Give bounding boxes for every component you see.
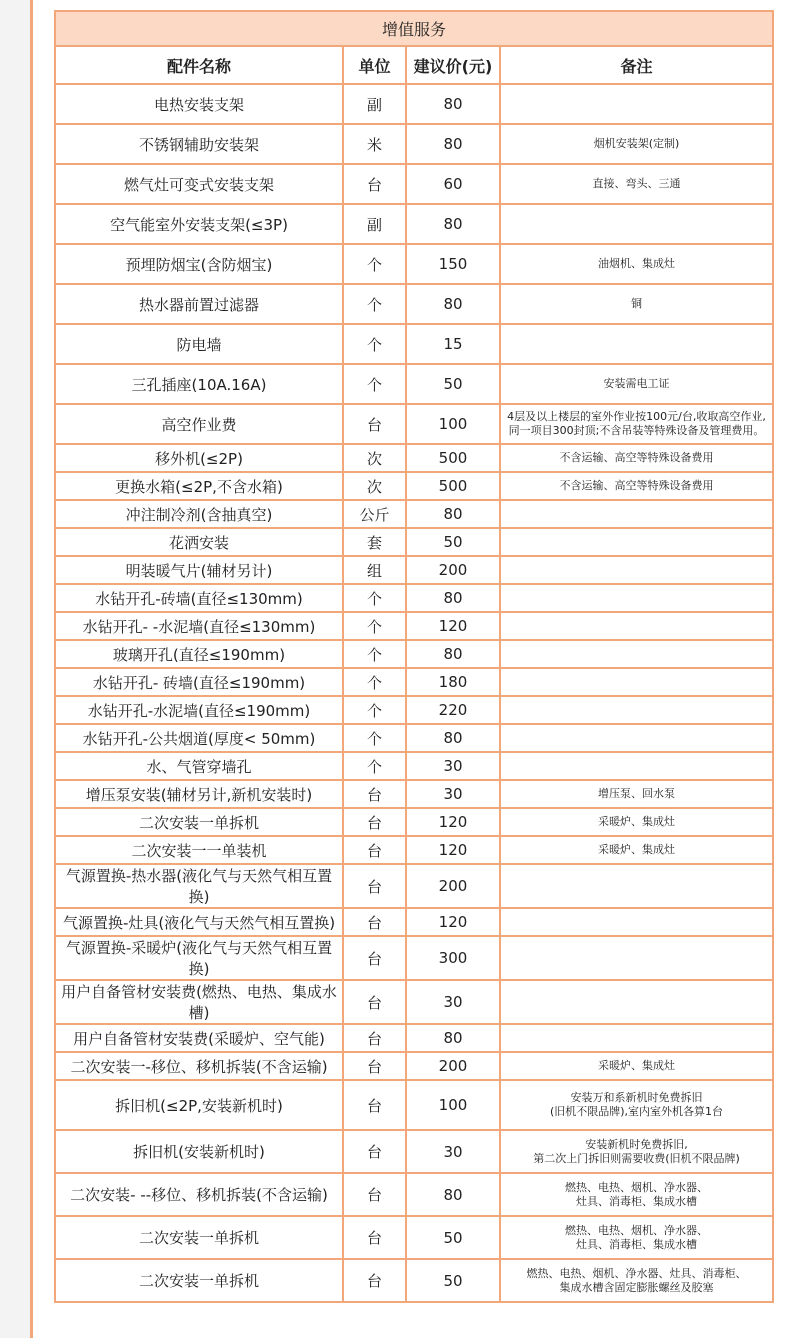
cell-unit: 个: [343, 668, 406, 696]
cell-part-name: 用户自备管材安装费(采暖炉、空气能): [55, 1024, 343, 1052]
table-body: [55, 84, 773, 1302]
cell-part-name: 二次安装- --移位、移机拆装(不含运输): [55, 1173, 343, 1216]
cell-note: [500, 500, 773, 528]
cell-part-name: 电热安装支架: [55, 84, 343, 124]
cell-part-name: 气源置换-灶具(液化气与天然气相互置换): [55, 908, 343, 936]
cell-price: 30: [406, 780, 500, 808]
table-row: [55, 696, 773, 724]
cell-note: [500, 612, 773, 640]
value-added-services-table: [54, 10, 774, 1303]
cell-unit: 台: [343, 404, 406, 444]
cell-note: 采暖炉、集成灶: [500, 836, 773, 864]
cell-unit: 台: [343, 1052, 406, 1080]
cell-part-name: 二次安装一-移位、移机拆装(不含运输): [55, 1052, 343, 1080]
cell-note: 燃热、电热、烟机、净水器、 灶具、消毒柜、集成水槽: [500, 1173, 773, 1216]
cell-price: 50: [406, 1259, 500, 1302]
cell-note: [500, 204, 773, 244]
left-border-strip: [0, 0, 33, 1338]
table-title-row: [55, 11, 773, 46]
cell-part-name: 预埋防烟宝(含防烟宝): [55, 244, 343, 284]
cell-price: 200: [406, 556, 500, 584]
cell-note: [500, 556, 773, 584]
table-row: [55, 980, 773, 1024]
table-row: [55, 1052, 773, 1080]
table-row: [55, 472, 773, 500]
table-header-row: [55, 46, 773, 84]
cell-part-name: 水钻开孔-公共烟道(厚度< 50mm): [55, 724, 343, 752]
cell-note: 油烟机、集成灶: [500, 244, 773, 284]
cell-unit: 个: [343, 752, 406, 780]
cell-price: 15: [406, 324, 500, 364]
cell-price: 100: [406, 404, 500, 444]
cell-price: 80: [406, 204, 500, 244]
cell-note: [500, 640, 773, 668]
cell-note: [500, 1024, 773, 1052]
cell-unit: 台: [343, 836, 406, 864]
cell-unit: 次: [343, 444, 406, 472]
table-row: [55, 556, 773, 584]
table-row: [55, 204, 773, 244]
table-row: [55, 1080, 773, 1130]
cell-price: 80: [406, 1173, 500, 1216]
cell-unit: 个: [343, 364, 406, 404]
cell-unit: 公斤: [343, 500, 406, 528]
cell-part-name: 水钻开孔- 砖墙(直径≤190mm): [55, 668, 343, 696]
cell-unit: 台: [343, 780, 406, 808]
cell-part-name: 三孔插座(10A.16A): [55, 364, 343, 404]
cell-price: 120: [406, 808, 500, 836]
cell-part-name: 玻璃开孔(直径≤190mm): [55, 640, 343, 668]
cell-price: 120: [406, 908, 500, 936]
cell-note: [500, 908, 773, 936]
table-row: [55, 1259, 773, 1302]
cell-price: 500: [406, 472, 500, 500]
header-note: 备注: [500, 46, 773, 84]
cell-unit: 套: [343, 528, 406, 556]
cell-note: [500, 584, 773, 612]
table-row: [55, 668, 773, 696]
cell-price: 80: [406, 500, 500, 528]
cell-part-name: 二次安装一一单装机: [55, 836, 343, 864]
cell-unit: 个: [343, 612, 406, 640]
cell-part-name: 更换水箱(≤2P,不含水箱): [55, 472, 343, 500]
table-row: [55, 1130, 773, 1173]
cell-note: 燃热、电热、烟机、净水器、灶具、消毒柜、 集成水槽含固定膨胀螺丝及胶塞: [500, 1259, 773, 1302]
cell-part-name: 不锈钢辅助安装架: [55, 124, 343, 164]
cell-note: 4层及以上楼层的室外作业按100元/台,收取高空作业, 同一项目300封顶;不含吊装等特殊设备及管理费用。: [500, 404, 773, 444]
cell-part-name: 用户自备管材安装费(燃热、电热、集成水槽): [55, 980, 343, 1024]
cell-unit: 个: [343, 284, 406, 324]
cell-price: 120: [406, 836, 500, 864]
cell-note: [500, 668, 773, 696]
cell-price: 180: [406, 668, 500, 696]
cell-part-name: 水钻开孔-水泥墙(直径≤190mm): [55, 696, 343, 724]
cell-note: 安装需电工证: [500, 364, 773, 404]
cell-unit: 台: [343, 864, 406, 908]
cell-unit: 副: [343, 84, 406, 124]
cell-price: 80: [406, 724, 500, 752]
cell-price: 50: [406, 1216, 500, 1259]
cell-part-name: 热水器前置过滤器: [55, 284, 343, 324]
cell-note: 不含运输、高空等特殊设备费用: [500, 472, 773, 500]
cell-part-name: 二次安装一单拆机: [55, 1259, 343, 1302]
table-row: [55, 640, 773, 668]
cell-unit: 台: [343, 1173, 406, 1216]
cell-part-name: 拆旧机(安装新机时): [55, 1130, 343, 1173]
cell-unit: 台: [343, 1130, 406, 1173]
cell-unit: 台: [343, 1080, 406, 1130]
cell-part-name: 二次安装一单拆机: [55, 1216, 343, 1259]
table-row: [55, 864, 773, 908]
table-row: [55, 780, 773, 808]
cell-note: 安装新机时免费拆旧, 第二次上门拆旧则需要收费(旧机不限品牌): [500, 1130, 773, 1173]
table-row: [55, 364, 773, 404]
cell-unit: 台: [343, 908, 406, 936]
cell-unit: 个: [343, 324, 406, 364]
cell-unit: 副: [343, 204, 406, 244]
table-row: [55, 908, 773, 936]
cell-part-name: 拆旧机(≤2P,安装新机时): [55, 1080, 343, 1130]
cell-part-name: 水、气管穿墙孔: [55, 752, 343, 780]
table-row: [55, 500, 773, 528]
table-row: [55, 1173, 773, 1216]
cell-price: 100: [406, 1080, 500, 1130]
cell-note: 采暖炉、集成灶: [500, 808, 773, 836]
cell-part-name: 二次安装一单拆机: [55, 808, 343, 836]
cell-unit: 台: [343, 936, 406, 980]
table-row: [55, 404, 773, 444]
cell-price: 80: [406, 1024, 500, 1052]
table-row: [55, 752, 773, 780]
cell-price: 30: [406, 980, 500, 1024]
cell-note: 增压泵、回水泵: [500, 780, 773, 808]
table-row: [55, 164, 773, 204]
cell-unit: 次: [343, 472, 406, 500]
table-row: [55, 584, 773, 612]
table-row: [55, 324, 773, 364]
cell-unit: 个: [343, 584, 406, 612]
table-row: [55, 808, 773, 836]
cell-note: [500, 696, 773, 724]
cell-note: [500, 724, 773, 752]
table-row: [55, 284, 773, 324]
cell-unit: 个: [343, 724, 406, 752]
cell-price: 30: [406, 1130, 500, 1173]
cell-part-name: 高空作业费: [55, 404, 343, 444]
table-row: [55, 528, 773, 556]
cell-price: 300: [406, 936, 500, 980]
cell-unit: 台: [343, 980, 406, 1024]
cell-price: 80: [406, 640, 500, 668]
cell-note: 直接、弯头、三通: [500, 164, 773, 204]
cell-part-name: 燃气灶可变式安装支架: [55, 164, 343, 204]
cell-price: 200: [406, 1052, 500, 1080]
cell-unit: 个: [343, 244, 406, 284]
table-row: [55, 84, 773, 124]
cell-note: 安装万和系新机时免费拆旧 (旧机不限品牌),室内室外机各算1台: [500, 1080, 773, 1130]
cell-price: 80: [406, 124, 500, 164]
cell-unit: 台: [343, 1259, 406, 1302]
cell-note: [500, 980, 773, 1024]
cell-unit: 米: [343, 124, 406, 164]
cell-price: 80: [406, 84, 500, 124]
table-title: 增值服务: [55, 11, 773, 46]
header-unit: 单位: [343, 46, 406, 84]
cell-unit: 台: [343, 808, 406, 836]
cell-price: 50: [406, 528, 500, 556]
cell-note: [500, 84, 773, 124]
cell-price: 120: [406, 612, 500, 640]
cell-unit: 个: [343, 696, 406, 724]
cell-price: 80: [406, 584, 500, 612]
cell-unit: 台: [343, 164, 406, 204]
cell-note: 烟机安装架(定制): [500, 124, 773, 164]
cell-price: 220: [406, 696, 500, 724]
table-row: [55, 1024, 773, 1052]
cell-unit: 个: [343, 640, 406, 668]
cell-part-name: 明装暖气片(辅材另计): [55, 556, 343, 584]
cell-price: 500: [406, 444, 500, 472]
table-row: [55, 612, 773, 640]
table-row: [55, 124, 773, 164]
header-part-name: 配件名称: [55, 46, 343, 84]
cell-part-name: 增压泵安装(辅材另计,新机安装时): [55, 780, 343, 808]
cell-note: [500, 864, 773, 908]
cell-part-name: 气源置换-热水器(液化气与天然气相互置换): [55, 864, 343, 908]
cell-note: 铜: [500, 284, 773, 324]
cell-part-name: 空气能室外安装支架(≤3P): [55, 204, 343, 244]
cell-part-name: 气源置换-采暖炉(液化气与天然气相互置换): [55, 936, 343, 980]
cell-note: 采暖炉、集成灶: [500, 1052, 773, 1080]
header-price: 建议价(元): [406, 46, 500, 84]
cell-part-name: 水钻开孔-砖墙(直径≤130mm): [55, 584, 343, 612]
table-row: [55, 724, 773, 752]
cell-price: 50: [406, 364, 500, 404]
cell-price: 150: [406, 244, 500, 284]
cell-note: [500, 324, 773, 364]
cell-price: 200: [406, 864, 500, 908]
cell-note: 不含运输、高空等特殊设备费用: [500, 444, 773, 472]
cell-part-name: 冲注制冷剂(含抽真空): [55, 500, 343, 528]
table-row: [55, 836, 773, 864]
cell-note: [500, 936, 773, 980]
cell-price: 60: [406, 164, 500, 204]
cell-part-name: 防电墙: [55, 324, 343, 364]
cell-unit: 台: [343, 1216, 406, 1259]
cell-unit: 组: [343, 556, 406, 584]
cell-part-name: 花洒安装: [55, 528, 343, 556]
cell-note: [500, 528, 773, 556]
value-added-services-table-wrap: [54, 10, 772, 1303]
table-row: [55, 244, 773, 284]
cell-part-name: 移外机(≤2P): [55, 444, 343, 472]
cell-unit: 台: [343, 1024, 406, 1052]
table-row: [55, 444, 773, 472]
cell-price: 80: [406, 284, 500, 324]
cell-part-name: 水钻开孔- -水泥墙(直径≤130mm): [55, 612, 343, 640]
cell-note: [500, 752, 773, 780]
cell-price: 30: [406, 752, 500, 780]
table-row: [55, 936, 773, 980]
table-row: [55, 1216, 773, 1259]
cell-note: 燃热、电热、烟机、净水器、 灶具、消毒柜、集成水槽: [500, 1216, 773, 1259]
